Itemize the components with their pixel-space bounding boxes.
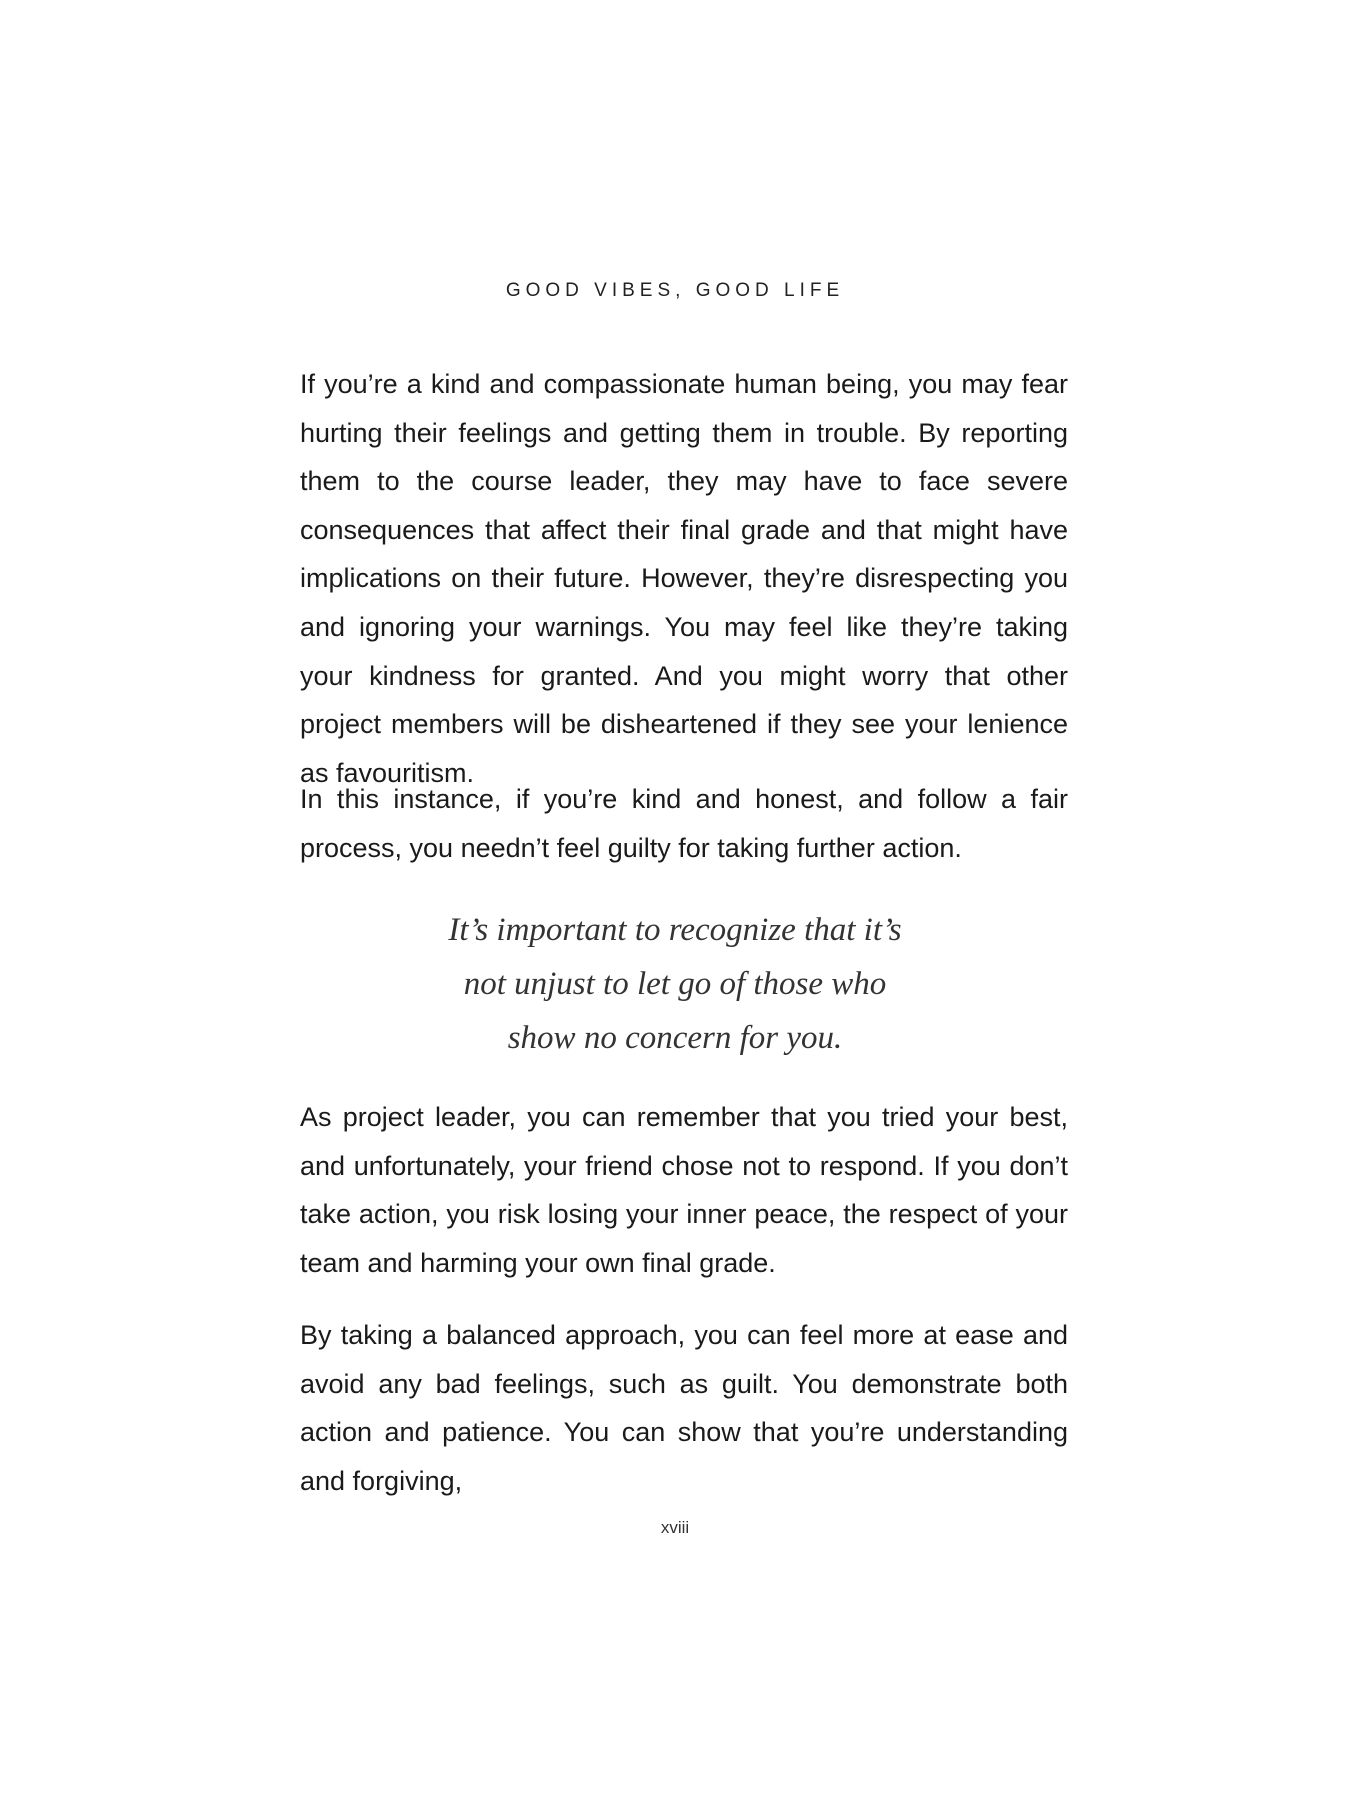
paragraph-fear-of-reporting: If you’re a kind and compassionate human being, you may fear hurting their feelings and getting them in trouble. By reporting them to the course leader, they may have to face severe consequences that affect their final grade and that might have implications on their future. However, they’re disrespecting you and ignoring your warnings. You may feel like they’re taking your kindness for granted. And you might worry that other project members will be disheartened if they see your lenience as favouritism. (300, 369, 1068, 788)
paragraph-fair-process: In this instance, if you’re kind and honest, and follow a fair process, you needn’t feel guilty for taking further action. (300, 784, 1068, 863)
paragraph-balanced-approach: By taking a balanced approach, you can feel more at ease and avoid any bad feelings, such as guilt. You demonstrate both action and patience. You can show that you’re understanding and forgiving, (300, 1320, 1068, 1496)
page-number: xviii (660, 1518, 690, 1537)
running-head: GOOD VIBES, GOOD LIFE (505, 280, 845, 301)
pull-quote-line: not unjust to let go of those who (463, 966, 887, 1002)
pull-quote (0, 903, 1350, 1065)
pull-quote-line: It’s important to recognize that it’s (448, 912, 902, 948)
pull-quote-line: show no concern for you. (507, 1020, 843, 1056)
paragraph-project-leader: As project leader, you can remember that you tried your best, and unfortunately, your friend chose not to respond. If you don’t take action, you risk losing your inner peace, the respect of your team and harming your own final grade. (300, 1102, 1068, 1278)
